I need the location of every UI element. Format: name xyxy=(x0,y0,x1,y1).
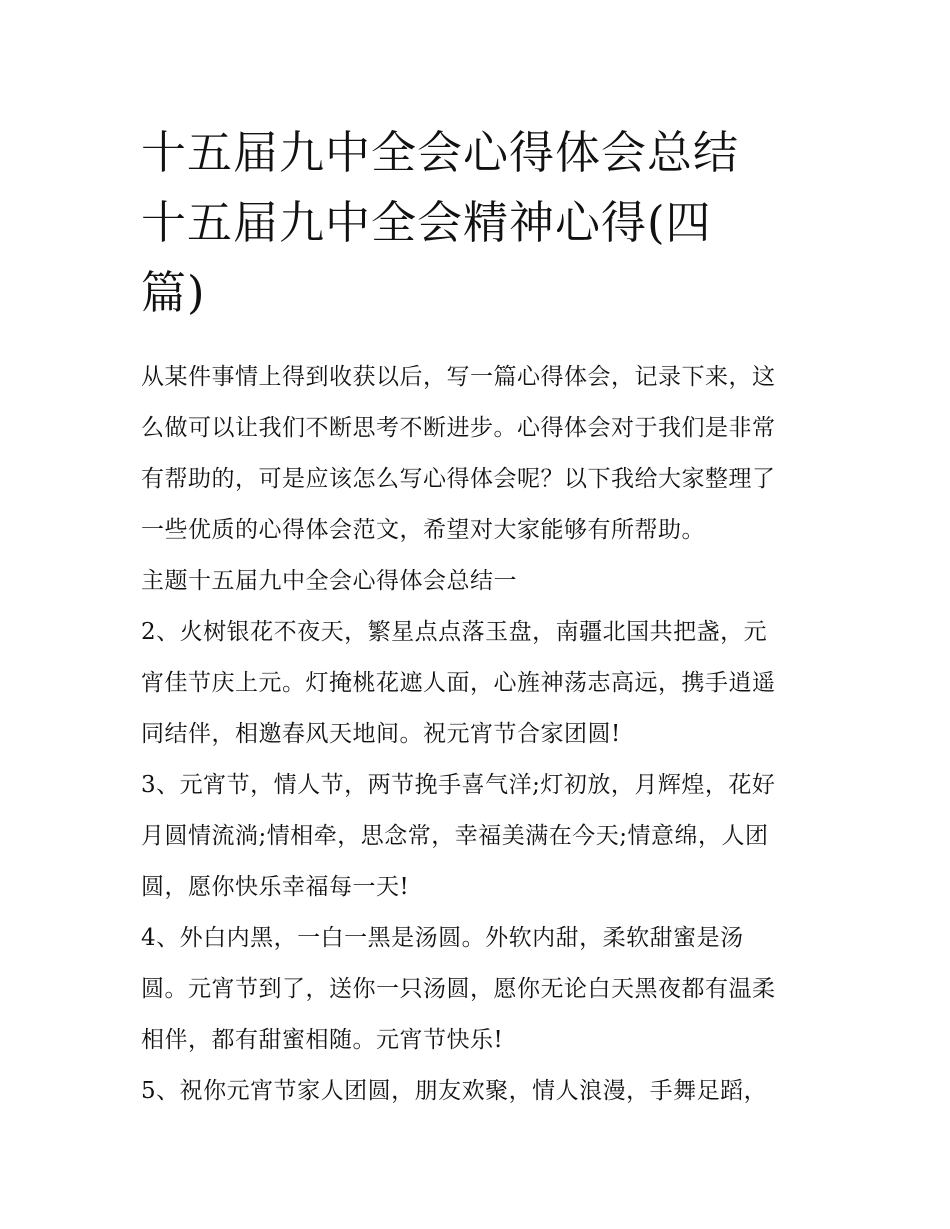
intro-line-1: 从某件事情上得到收获以后，写一篇心得体会，记录下来，这 xyxy=(141,364,776,390)
item-3-line-3: 圆，愿你快乐幸福每一天! xyxy=(141,874,410,900)
item-2-line-3: 同结伴，相邀春风天地间。祝元宵节合家团圆! xyxy=(141,721,621,747)
title-line-2: 十五届九中全会精神心得(四 xyxy=(141,196,712,249)
list-item xyxy=(141,1066,821,1117)
list-item xyxy=(141,760,821,913)
title-line-3: 篇) xyxy=(141,266,206,319)
document-body xyxy=(141,352,821,1117)
item-2-line-2: 宵佳节庆上元。灯掩桃花遮人面，心旌神荡志高远，携手逍遥 xyxy=(141,670,776,696)
list-item xyxy=(141,913,821,1066)
title-line-1: 十五届九中全会心得体会总结 xyxy=(141,126,740,179)
item-3-line-1: 3、元宵节，情人节，两节挽手喜气洋;灯初放，月辉煌，花好 xyxy=(141,772,776,798)
list-item xyxy=(141,607,821,760)
subtitle-line: 主题十五届九中全会心得体会总结一 xyxy=(141,568,517,594)
document-title xyxy=(141,118,821,328)
item-5-line-1: 5、祝你元宵节家人团圆，朋友欢聚，情人浪漫，手舞足蹈， xyxy=(141,1078,768,1104)
item-3-line-2: 月圆情流淌;情相牵，思念常，幸福美满在今天;情意绵，人团 xyxy=(141,823,769,849)
intro-line-2: 么做可以让我们不断思考不断进步。心得体会对于我们是非常 xyxy=(141,415,776,441)
intro-line-4: 一些优质的心得体会范文，希望对大家能够有所帮助。 xyxy=(141,517,705,543)
item-4-line-1: 4、外白内黑，一白一黑是汤圆。外软内甜，柔软甜蜜是汤 xyxy=(141,925,744,951)
item-4-line-2: 圆。元宵节到了，送你一只汤圆，愿你无论白天黑夜都有温柔 xyxy=(141,976,776,1002)
section-subtitle xyxy=(141,556,821,607)
item-4-line-3: 相伴，都有甜蜜相随。元宵节快乐! xyxy=(141,1027,504,1053)
intro-line-3: 有帮助的，可是应该怎么写心得体会呢？以下我给大家整理了 xyxy=(141,466,776,492)
intro-paragraph xyxy=(141,352,821,556)
item-2-line-1: 2、火树银花不夜天，繁星点点落玉盘，南疆北国共把盏，元 xyxy=(141,619,768,645)
